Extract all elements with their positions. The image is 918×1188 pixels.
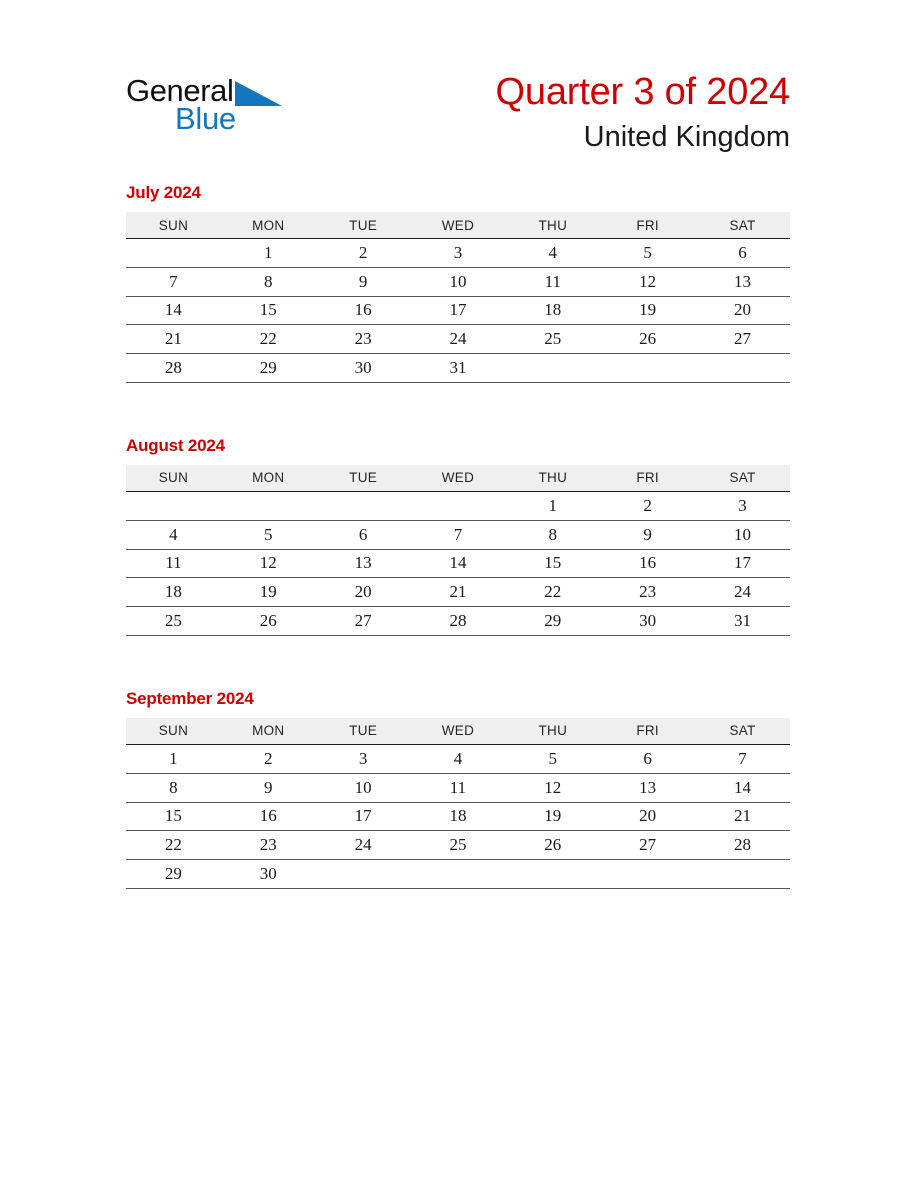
day-cell[interactable]: 1 [126,744,221,773]
day-cell[interactable]: 20 [600,802,695,831]
day-cell[interactable]: 22 [126,831,221,860]
day-cell[interactable]: 20 [316,578,411,607]
week-row [126,296,790,325]
day-cell[interactable]: 23 [221,831,316,860]
weekday-header-thu: THU [505,718,600,745]
day-cell[interactable]: 27 [695,325,790,354]
week-row [126,860,790,889]
weekday-header-fri: FRI [600,465,695,492]
day-cell[interactable]: 24 [316,831,411,860]
day-cell[interactable]: 5 [600,239,695,268]
day-cell[interactable]: 6 [695,239,790,268]
weekday-header-fri: FRI [600,718,695,745]
day-cell[interactable]: 16 [316,296,411,325]
weekday-header-wed: WED [411,465,506,492]
month-label: August 2024 [126,435,225,455]
month-label: July 2024 [126,183,201,202]
weekday-header-sat: SAT [695,465,790,492]
day-cell[interactable]: 20 [695,296,790,325]
day-cell-empty [316,491,411,520]
week-row [126,354,790,383]
day-cell[interactable]: 19 [600,296,695,325]
week-row [126,491,790,520]
weekday-header-thu: THU [505,212,600,239]
day-cell[interactable]: 5 [505,744,600,773]
week-row [126,831,790,860]
day-cell[interactable]: 23 [600,578,695,607]
weekday-header-thu: THU [505,465,600,492]
day-cell[interactable]: 18 [411,802,506,831]
logo-text-blue: Blue [175,101,236,136]
calendar-table [126,465,790,636]
day-cell-empty [126,239,221,268]
day-cell[interactable]: 15 [221,296,316,325]
day-cell[interactable]: 14 [695,773,790,802]
month-block [126,436,790,636]
day-cell-empty [411,860,506,889]
day-cell[interactable]: 21 [126,325,221,354]
weekday-header-fri: FRI [600,212,695,239]
week-row [126,520,790,549]
day-cell[interactable]: 31 [411,354,506,383]
day-cell[interactable]: 16 [221,802,316,831]
weekday-header-wed: WED [411,718,506,745]
page-subtitle: United Kingdom [583,121,790,153]
day-cell[interactable]: 24 [411,325,506,354]
day-cell[interactable]: 12 [221,549,316,578]
day-cell[interactable]: 24 [695,578,790,607]
day-cell-empty [411,491,506,520]
day-cell[interactable]: 22 [505,578,600,607]
day-cell[interactable]: 13 [600,773,695,802]
day-cell[interactable]: 1 [221,239,316,268]
day-cell[interactable]: 26 [600,325,695,354]
day-cell[interactable]: 2 [221,744,316,773]
day-cell-empty [505,860,600,889]
weekday-header-sun: SUN [126,212,221,239]
page-title: Quarter 3 of 2024 [495,71,790,113]
weekday-header-row [126,212,790,239]
day-cell[interactable]: 12 [505,773,600,802]
day-cell-empty [316,860,411,889]
day-cell[interactable]: 4 [411,744,506,773]
day-cell[interactable]: 8 [126,773,221,802]
week-row [126,267,790,296]
day-cell[interactable]: 28 [695,831,790,860]
day-cell[interactable]: 7 [126,267,221,296]
day-cell[interactable]: 8 [221,267,316,296]
day-cell[interactable]: 15 [505,549,600,578]
week-row [126,607,790,636]
month-block [126,183,790,383]
day-cell[interactable]: 14 [126,296,221,325]
week-row [126,773,790,802]
day-cell[interactable]: 10 [316,773,411,802]
day-cell[interactable]: 16 [600,549,695,578]
day-cell[interactable]: 2 [600,491,695,520]
day-cell-empty [695,354,790,383]
month-list [126,183,790,889]
weekday-header-row [126,718,790,745]
day-cell[interactable]: 6 [316,520,411,549]
day-cell[interactable]: 31 [695,607,790,636]
weekday-header-sat: SAT [695,212,790,239]
day-cell[interactable]: 1 [505,491,600,520]
day-cell[interactable]: 19 [505,802,600,831]
day-cell[interactable]: 11 [411,773,506,802]
day-cell[interactable]: 17 [411,296,506,325]
day-cell[interactable]: 30 [600,607,695,636]
day-cell[interactable]: 3 [411,239,506,268]
day-cell[interactable]: 8 [505,520,600,549]
weekday-header-tue: TUE [316,465,411,492]
day-cell[interactable]: 30 [221,860,316,889]
day-cell[interactable]: 17 [695,549,790,578]
logo-text-general: General [126,73,234,108]
day-cell[interactable]: 29 [505,607,600,636]
day-cell[interactable]: 13 [316,549,411,578]
day-cell[interactable]: 19 [221,578,316,607]
day-cell[interactable]: 10 [411,267,506,296]
day-cell-empty [695,860,790,889]
day-cell[interactable]: 9 [316,267,411,296]
day-cell[interactable]: 11 [126,549,221,578]
day-cell-empty [126,491,221,520]
day-cell[interactable]: 10 [695,520,790,549]
weekday-header-tue: TUE [316,212,411,239]
day-cell[interactable]: 25 [505,325,600,354]
day-cell-empty [600,354,695,383]
generalblue-logo[interactable] [126,74,276,140]
day-cell[interactable]: 25 [411,831,506,860]
weekday-header-mon: MON [221,718,316,745]
day-cell[interactable]: 12 [600,267,695,296]
day-cell[interactable]: 26 [221,607,316,636]
day-cell[interactable]: 29 [221,354,316,383]
day-cell[interactable]: 28 [126,354,221,383]
weekday-header-mon: MON [221,465,316,492]
day-cell-empty [221,491,316,520]
day-cell[interactable]: 9 [221,773,316,802]
day-cell[interactable]: 27 [600,831,695,860]
day-cell[interactable]: 11 [505,267,600,296]
day-cell[interactable]: 29 [126,860,221,889]
weekday-header-sun: SUN [126,718,221,745]
day-cell[interactable]: 2 [316,239,411,268]
day-cell[interactable]: 28 [411,607,506,636]
day-cell-empty [600,860,695,889]
calendar-table [126,718,790,889]
month-label: September 2024 [126,688,254,708]
day-cell[interactable]: 3 [695,491,790,520]
day-cell[interactable]: 7 [695,744,790,773]
weekday-header-mon: MON [221,212,316,239]
day-cell[interactable]: 14 [411,549,506,578]
day-cell[interactable]: 13 [695,267,790,296]
week-row [126,549,790,578]
day-cell[interactable]: 27 [316,607,411,636]
day-cell[interactable]: 25 [126,607,221,636]
day-cell[interactable]: 4 [126,520,221,549]
day-cell[interactable]: 5 [221,520,316,549]
day-cell[interactable]: 26 [505,831,600,860]
day-cell[interactable]: 21 [411,578,506,607]
page-header [126,70,790,165]
day-cell[interactable]: 18 [505,296,600,325]
day-cell[interactable]: 17 [316,802,411,831]
weekday-header-wed: WED [411,212,506,239]
weekday-header-sat: SAT [695,718,790,745]
week-row [126,802,790,831]
day-cell[interactable]: 4 [505,239,600,268]
day-cell[interactable]: 3 [316,744,411,773]
week-row [126,744,790,773]
weekday-header-row [126,465,790,492]
day-cell[interactable]: 30 [316,354,411,383]
day-cell[interactable]: 22 [221,325,316,354]
logo-triangle-icon [235,81,282,111]
weekday-header-tue: TUE [316,718,411,745]
week-row [126,578,790,607]
day-cell[interactable]: 7 [411,520,506,549]
week-row [126,239,790,268]
day-cell[interactable]: 6 [600,744,695,773]
month-block [126,689,790,889]
title-block [496,70,790,154]
day-cell[interactable]: 15 [126,802,221,831]
day-cell[interactable]: 18 [126,578,221,607]
day-cell[interactable]: 23 [316,325,411,354]
day-cell[interactable]: 21 [695,802,790,831]
weekday-header-sun: SUN [126,465,221,492]
day-cell-empty [505,354,600,383]
day-cell[interactable]: 9 [600,520,695,549]
week-row [126,325,790,354]
calendar-table [126,212,790,383]
